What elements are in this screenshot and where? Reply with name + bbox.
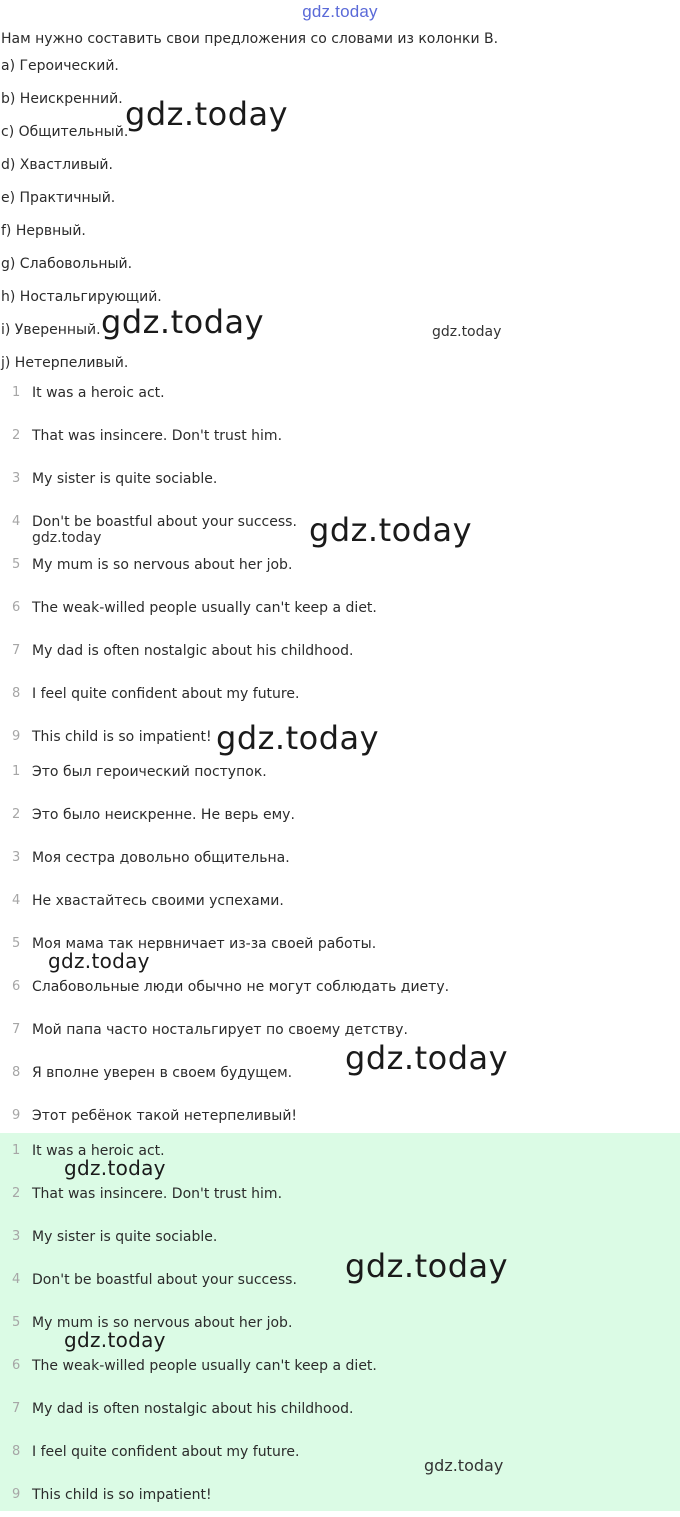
item-number: 2 — [12, 807, 21, 822]
item-text: The weak-willed people usually can't keep a diet. — [32, 1358, 377, 1374]
item-number: 5 — [12, 557, 21, 572]
option-item: i) Уверенный. — [1, 322, 101, 338]
task-intro: Нам нужно составить свои предложения со словами из колонки B. — [1, 31, 499, 47]
item-number: 4 — [12, 1272, 21, 1287]
option-item: g) Слабовольный. — [1, 256, 133, 272]
item-text: Не хвастайтесь своими успехами. — [32, 893, 284, 909]
item-number: 6 — [12, 1358, 21, 1373]
item-text: I feel quite confident about my future. — [32, 1444, 300, 1460]
option-item: b) Неискренний. — [1, 91, 123, 107]
item-number: 1 — [12, 385, 21, 400]
item-number: 5 — [12, 936, 21, 951]
item-text: Моя сестра довольно общительна. — [32, 850, 290, 866]
item-number: 8 — [12, 686, 21, 701]
item-number: 7 — [12, 1401, 21, 1416]
item-text: My dad is often nostalgic about his childhood. — [32, 1401, 354, 1417]
item-text: Я вполне уверен в своем будущем. — [32, 1065, 293, 1081]
watermark: gdz.today — [125, 95, 289, 133]
item-text: That was insincere. Don't trust him. — [32, 1186, 283, 1202]
item-text: This child is so impatient! — [32, 729, 212, 745]
option-item: f) Нервный. — [1, 223, 86, 239]
item-number: 1 — [12, 1143, 21, 1158]
item-number: 8 — [12, 1065, 21, 1080]
item-number: 2 — [12, 428, 21, 443]
item-number: 1 — [12, 764, 21, 779]
item-text: My mum is so nervous about her job. — [32, 1315, 293, 1331]
item-text: My sister is quite sociable. — [32, 471, 218, 487]
watermark: gdz.today — [32, 530, 102, 546]
option-item: e) Практичный. — [1, 190, 116, 206]
item-number: 3 — [12, 1229, 21, 1244]
item-number: 7 — [12, 1022, 21, 1037]
item-number: 5 — [12, 1315, 21, 1330]
item-text: This child is so impatient! — [32, 1487, 212, 1503]
item-text: Моя мама так нервничает из-за своей работы. — [32, 936, 377, 952]
option-item: h) Ностальгирующий. — [1, 289, 162, 305]
option-item: d) Хвастливый. — [1, 157, 113, 173]
watermark: gdz.today — [424, 1456, 504, 1475]
item-number: 3 — [12, 471, 21, 486]
watermark: gdz.today — [64, 1328, 166, 1352]
option-item: j) Нетерпеливый. — [1, 355, 129, 371]
watermark: gdz.today — [309, 511, 473, 549]
item-text: I feel quite confident about my future. — [32, 686, 300, 702]
item-number: 8 — [12, 1444, 21, 1459]
item-text: Мой папа часто ностальгирует по своему детству. — [32, 1022, 408, 1038]
item-number: 4 — [12, 514, 21, 529]
item-number: 7 — [12, 643, 21, 658]
item-number: 6 — [12, 600, 21, 615]
item-text: Don't be boastful about your success. — [32, 514, 297, 530]
item-text: Don't be boastful about your success. — [32, 1272, 297, 1288]
item-number: 6 — [12, 979, 21, 994]
watermark: gdz.today — [48, 949, 150, 973]
item-text: My sister is quite sociable. — [32, 1229, 218, 1245]
item-text: The weak-willed people usually can't keep a diet. — [32, 600, 377, 616]
item-text: That was insincere. Don't trust him. — [32, 428, 283, 444]
item-text: It was a heroic act. — [32, 1143, 165, 1159]
option-item: c) Общительный. — [1, 124, 129, 140]
item-number: 9 — [12, 1487, 21, 1502]
item-number: 3 — [12, 850, 21, 865]
watermark: gdz.today — [101, 303, 265, 341]
item-text: Этот ребёнок такой нетерпеливый! — [32, 1108, 298, 1124]
item-text: It was a heroic act. — [32, 385, 165, 401]
item-text: Это был героический поступок. — [32, 764, 267, 780]
item-text: Это было неискренне. Не верь ему. — [32, 807, 295, 823]
item-text: Слабовольные люди обычно не могут соблюдать диету. — [32, 979, 450, 995]
item-number: 2 — [12, 1186, 21, 1201]
watermark: gdz.today — [345, 1247, 509, 1285]
item-text: My dad is often nostalgic about his childhood. — [32, 643, 354, 659]
watermark: gdz.today — [345, 1039, 509, 1077]
item-text: My mum is so nervous about her job. — [32, 557, 293, 573]
header-watermark: gdz.today — [302, 2, 378, 21]
option-item: a) Героический. — [1, 58, 119, 74]
watermark: gdz.today — [216, 719, 380, 757]
item-number: 9 — [12, 1108, 21, 1123]
item-number: 4 — [12, 893, 21, 908]
watermark: gdz.today — [64, 1156, 166, 1180]
item-number: 9 — [12, 729, 21, 744]
watermark: gdz.today — [432, 324, 502, 340]
